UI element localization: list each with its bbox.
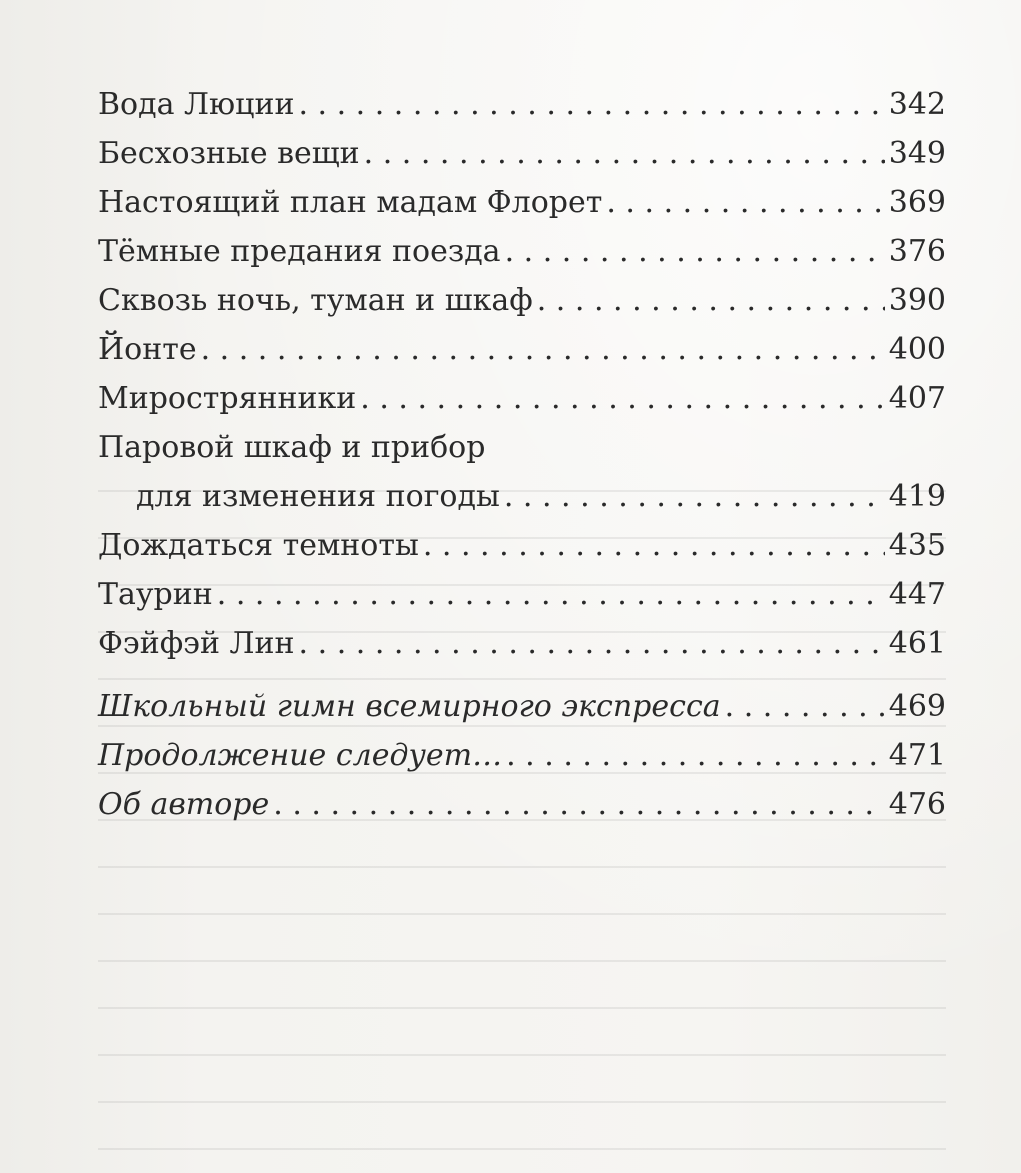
toc-leader-dots <box>505 227 885 276</box>
toc-entry-title: Бесхозные вещи <box>98 136 360 171</box>
toc-entry-italic <box>98 731 946 780</box>
toc-entry-title: Фэйфэй Лин <box>98 626 295 661</box>
toc-leader-dots <box>299 619 885 668</box>
toc-entry-italic <box>98 682 946 731</box>
toc-entry-title: Об авторе <box>98 787 270 822</box>
toc-entry-page: 390 <box>888 283 946 318</box>
toc-entry-title: Настоящий план мадам Флорет <box>98 185 603 220</box>
toc-entry-page: 349 <box>888 136 946 171</box>
toc-entry <box>98 227 946 276</box>
toc-entry-title: Йонте <box>98 332 197 367</box>
toc-leader-dots <box>506 731 885 780</box>
toc-entry-continuation <box>98 472 946 521</box>
toc-entry-title: Вода Люции <box>98 87 295 122</box>
toc-entry-title: Продолжение следует… <box>98 738 503 773</box>
toc-entry-title: для изменения погоды <box>136 479 500 514</box>
toc-leader-dots <box>537 276 885 325</box>
toc-leader-dots <box>298 80 884 129</box>
toc-entry-page: 476 <box>888 787 946 822</box>
section-gap <box>98 668 946 682</box>
toc-entry-italic <box>98 780 946 829</box>
toc-entry-first-line <box>98 423 946 472</box>
toc-entry <box>98 374 946 423</box>
toc-entry-page: 461 <box>888 626 946 661</box>
toc-entry-page: 447 <box>888 577 946 612</box>
toc-entry-title: Сквозь ночь, туман и шкаф <box>98 283 533 318</box>
toc-entry <box>98 178 946 227</box>
toc-entry-title: Паровой шкаф и прибор <box>98 430 486 465</box>
toc-entry-page: 435 <box>888 528 946 563</box>
toc-entry-page: 469 <box>888 689 946 724</box>
toc-entry-page: 471 <box>888 738 946 773</box>
toc-leader-dots <box>423 521 885 570</box>
toc-entry-title: Таурин <box>98 577 213 612</box>
toc-entry <box>98 325 946 374</box>
toc-entry <box>98 129 946 178</box>
toc-entry-page: 342 <box>888 87 946 122</box>
toc-entry <box>98 276 946 325</box>
toc-entry-page: 376 <box>888 234 946 269</box>
toc-entry <box>98 570 946 619</box>
toc-entry <box>98 619 946 668</box>
toc-entry-title: Дождаться темноты <box>98 528 419 563</box>
toc-leader-dots <box>273 780 884 829</box>
toc-entry-title: Мирострянники <box>98 381 357 416</box>
toc-leader-dots <box>606 178 884 227</box>
toc-leader-dots <box>217 570 885 619</box>
toc-entry-page: 407 <box>888 381 946 416</box>
toc-entry-page: 369 <box>888 185 946 220</box>
toc-leader-dots <box>504 472 885 521</box>
toc-leader-dots <box>201 325 885 374</box>
toc-entry-title: Школьный гимн всемирного экспресса <box>98 689 721 724</box>
toc-leader-dots <box>360 374 884 423</box>
toc-entry-title: Тёмные предания поезда <box>98 234 501 269</box>
table-of-contents <box>98 80 946 829</box>
toc-entry-page: 400 <box>888 332 946 367</box>
toc-leader-dots <box>364 129 885 178</box>
toc-leader-dots <box>725 682 885 731</box>
toc-entry <box>98 521 946 570</box>
toc-entry-page: 419 <box>888 479 946 514</box>
toc-entry <box>98 80 946 129</box>
